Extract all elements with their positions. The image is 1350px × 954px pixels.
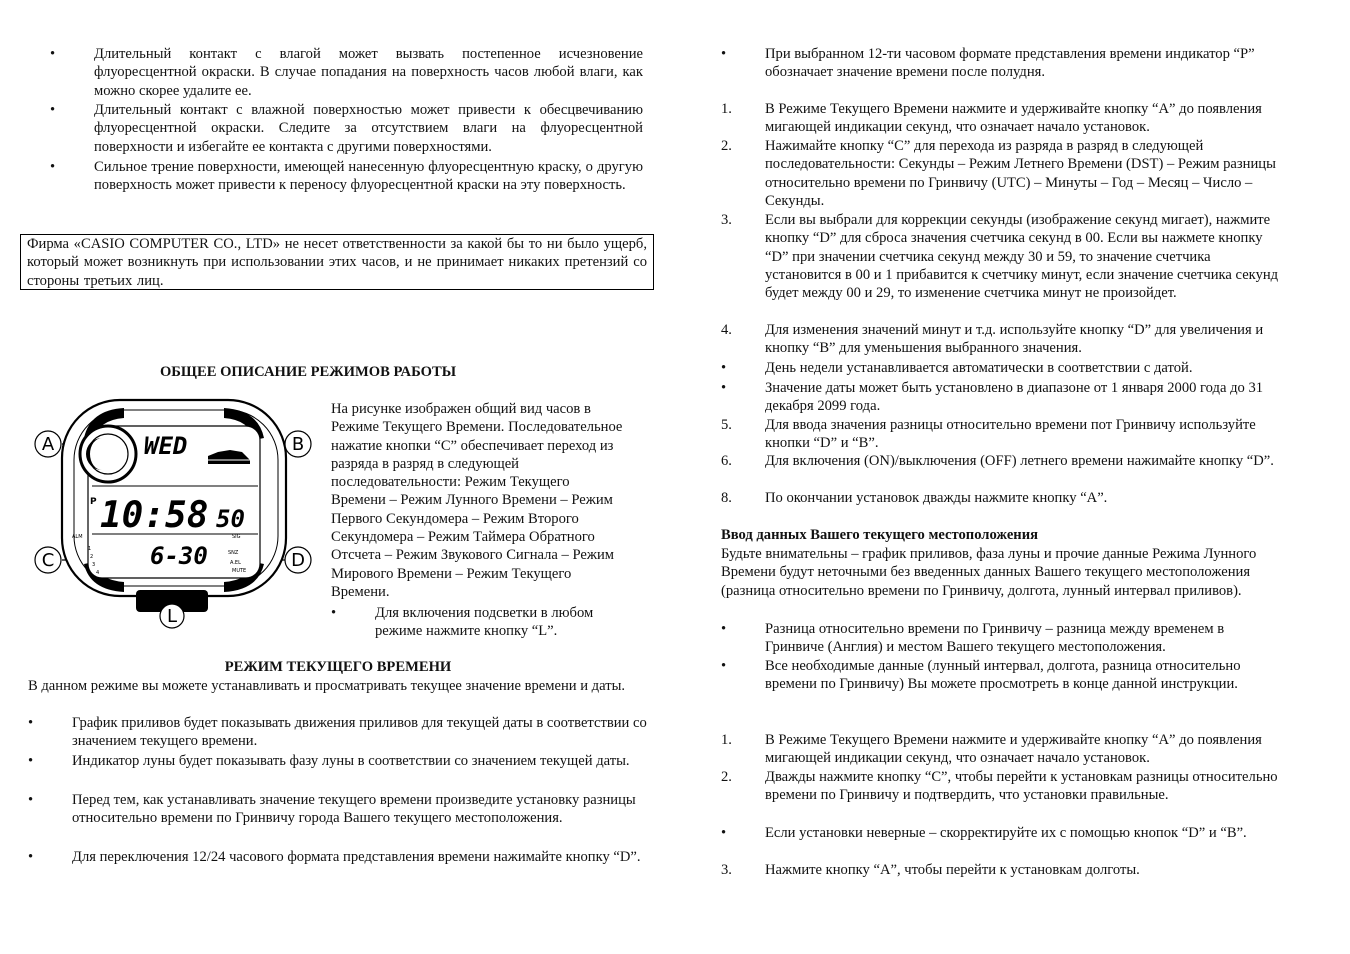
step-marker: 4. [721,322,732,338]
step-marker: 1. [721,101,732,117]
bullet-marker: • [331,605,337,621]
list-item-text: Значение даты может быть установлено в диапазоне от 1 января 2000 года до 31 декабря 2099 года. [765,380,1264,415]
step-marker: 5. [721,417,732,433]
bullet-marker: • [721,621,727,637]
disclaimer-text: Фирма «CASIO COMPUTER CO., LTD» не несет ответственности за какой бы то ни было ущерб, который может возникнуть при использовании этих часов, и не принимает никаких претензий со стороны третьих лиц. [27,236,647,289]
list-item [50,158,643,195]
list-item-text: Дважды нажмите кнопку “С”, чтобы перейти к установкам разницы относительно времени по Гринвичу и подтвердить, что установки правильные. [765,769,1278,804]
indicator-2: 2 [90,554,94,560]
indicator-4: 4 [96,570,100,576]
list-item-text: Для изменения значений минут и т.д. используйте кнопку “D” для увеличения и кнопку “В” для уменьшения выбранного значения. [765,322,1264,357]
list-item [721,861,1286,879]
list-item [331,604,631,641]
list-item-text: Нажмите кнопку “А”, чтобы перейти к установкам долготы. [765,862,1140,878]
step-marker: • [721,825,727,841]
list-item [721,45,1286,82]
bullet-marker: • [50,102,56,118]
list-item-text: Для переключения 12/24 часового формата представления времени нажимайте кнопку “D”. [72,849,641,865]
list-item-text: При выбранном 12-ти часовом формате представления времени индикатор “Р” обозначает значение времени после полудня. [765,46,1255,81]
list-item [50,101,643,156]
current-time-intro: В данном режиме вы можете устанавливать и просматривать текущее значение времени и даты. [28,678,626,694]
modes-description: На рисунке изображен общий вид часов в Режиме Текущего Времени. Последовательное нажатие кнопки “С” обеспечивает переход из разряда в разряд в следующей последовательности: Режим Текущего Времени – Режим Лунного Времени – Режим Первого Секундомера – Режим Второго Секундомера – Режим Таймера Обратного Отсчета – Режим Звукового Сигнала – Режим Мирового Времени – Режим Текущего Времени. [331,401,623,600]
list-item [721,657,1286,694]
list-item-text: Разница относительно времени по Гринвичу – разница между временем в Гринвиче (Англия) и местом Вашего текущего местоположения. [765,621,1225,656]
bullet-marker: • [50,46,56,62]
button-b-label: B [291,434,305,455]
list-item [721,359,1286,377]
list-item [721,211,1286,302]
list-item-text: Длительный контакт с влагой может вызвать постепенное исчезновение флуоресцентной окраски. В случае попадания на поверхность часов любой влаги, как можно скорее удалите ее. [94,46,643,99]
list-item [721,731,1286,768]
indicator-alm: ALM [72,534,83,540]
indicator-sig: SIG [232,534,241,540]
list-item [28,714,653,751]
indicator-mute: MUTE [232,568,247,574]
step-marker: 3. [721,862,732,878]
bullet-marker: • [50,159,56,175]
time-main: 10:58 [100,495,209,536]
list-item-text: Для включения подсветки в любом режиме нажмите кнопку “L”. [375,605,594,640]
location-heading: Ввод данных Вашего текущего местоположения [721,527,1039,543]
day-text: WED [144,432,188,460]
bullet-marker: • [28,849,34,865]
bullet-marker: • [721,658,727,674]
list-item [721,321,1286,358]
list-item-text: В Режиме Текущего Времени нажмите и удерживайте кнопку “А” до появления мигающей индикации секунд, что означает начало установок. [765,101,1262,136]
step-marker: 3. [721,212,732,228]
indicator-snz: SNZ [228,550,239,556]
list-item-text: Если установки неверные – скорректируйте их с помощью кнопок “D” и “В”. [765,825,1247,841]
step-marker: • [721,360,727,376]
bullet-marker: • [721,46,727,62]
list-item-text: Если вы выбрали для коррекции секунды (изображение секунд мигает), нажмите кнопку “D” для сброса значения счетчика секунд в 00. Если вы нажмете кнопку “D” при значении счетчика секунд между 30 и 59, то значение счетчика установится в 00 и 1 прибавится к счетчику минут, если значение счетчика секунд будет между 00 и 29, то изменение счетчика минут не произойдет. [765,212,1279,302]
list-item [721,620,1286,657]
list-item-text: Индикатор луны будет показывать фазу луны в соответствии со значением текущей даты. [72,753,630,769]
list-item [721,100,1286,137]
step-marker: 1. [721,732,732,748]
current-time-heading: РЕЖИМ ТЕКУЩЕГО ВРЕМЕНИ [224,659,452,675]
list-item-text: Длительный контакт с влажной поверхностью может привести к обесцвечиванию флуоресцентной окраски. Следите за отсутствием влаги на флуоресцентной поверхности и избегайте ее контакта с другими поверхностями. [94,102,643,155]
step-marker: 2. [721,769,732,785]
list-item [50,45,643,100]
indicator-ael: A.EL [230,560,241,566]
list-item [721,379,1286,416]
list-item [28,848,653,866]
step-marker: 8. [721,490,732,506]
list-item [28,752,653,770]
list-item [721,768,1286,805]
time-seconds: 50 [216,505,245,533]
list-item-text: Нажимайте кнопку “С” для перехода из разряда в разряд в следующей последовательности: Секунды – Режим Летнего Времени (DST) – Режим разницы относительно времени по Гринвичу (UTC) – Минуты – Год – Месяц – Число – Секунды. [765,138,1276,209]
button-c-label: C [41,550,55,571]
step-marker: 6. [721,453,732,469]
list-item-text: День недели устанавливается автоматически в соответствии с датой. [765,360,1193,376]
button-d-label: D [291,550,305,571]
bullet-marker: • [28,715,34,731]
list-item-text: По окончании установок дважды нажмите кнопку “А”. [765,490,1108,506]
list-item-text: Сильное трение поверхности, имеющей нанесенную флуоресцентную краску, о другую поверхность может привести к переносу флуоресцентной краски на эту поверхность. [94,159,643,194]
indicator-3: 3 [92,562,96,568]
button-a-label: A [41,434,55,455]
list-item-text: В Режиме Текущего Времени нажмите и удерживайте кнопку “А” до появления мигающей индикации секунд, что означает начало установок. [765,732,1262,767]
button-l-label: L [166,606,178,627]
list-item [721,824,1286,842]
disclaimer-box [20,234,654,290]
date-text: 6-30 [150,542,208,570]
pm-indicator: P [90,497,97,507]
list-item-text: График приливов будет показывать движения приливов для текущей даты в соответствии со значением текущего времени. [72,715,647,750]
list-item-text: Все необходимые данные (лунный интервал, долгота, разница относительно времени по Гринвичу) Вы можете просмотреть в конце данной инструкции. [765,658,1241,693]
list-item [28,791,653,828]
modes-heading: ОБЩЕЕ ОПИСАНИЕ РЕЖИМОВ РАБОТЫ [159,364,457,380]
watch-illustration [32,394,318,630]
list-item [721,416,1286,453]
list-item [721,452,1286,470]
list-item-text: Перед тем, как устанавливать значение текущего времени произведите установку разницы относительно времени по Гринвичу города Вашего текущего местоположения. [72,792,636,827]
location-intro: Будьте внимательны – график приливов, фаза луны и прочие данные Режима Лунного Времени будут неточными без введенных данных Вашего текущего местоположения (разница относительно времени по Гринвичу, долгота, лунный интервал приливов). [721,546,1257,599]
step-marker: • [721,380,727,396]
bullet-marker: • [28,792,34,808]
list-item-text: Для включения (ON)/выключения (OFF) летнего времени нажимайте кнопку “D”. [765,453,1274,469]
indicator-1: 1 [88,546,92,552]
bullet-marker: • [28,753,34,769]
list-item-text: Для ввода значения разницы относительно времени пот Гринвичу используйте кнопки “D” и “В”. [765,417,1256,452]
list-item [721,489,1286,507]
step-marker: 2. [721,138,732,154]
list-item [721,137,1286,210]
